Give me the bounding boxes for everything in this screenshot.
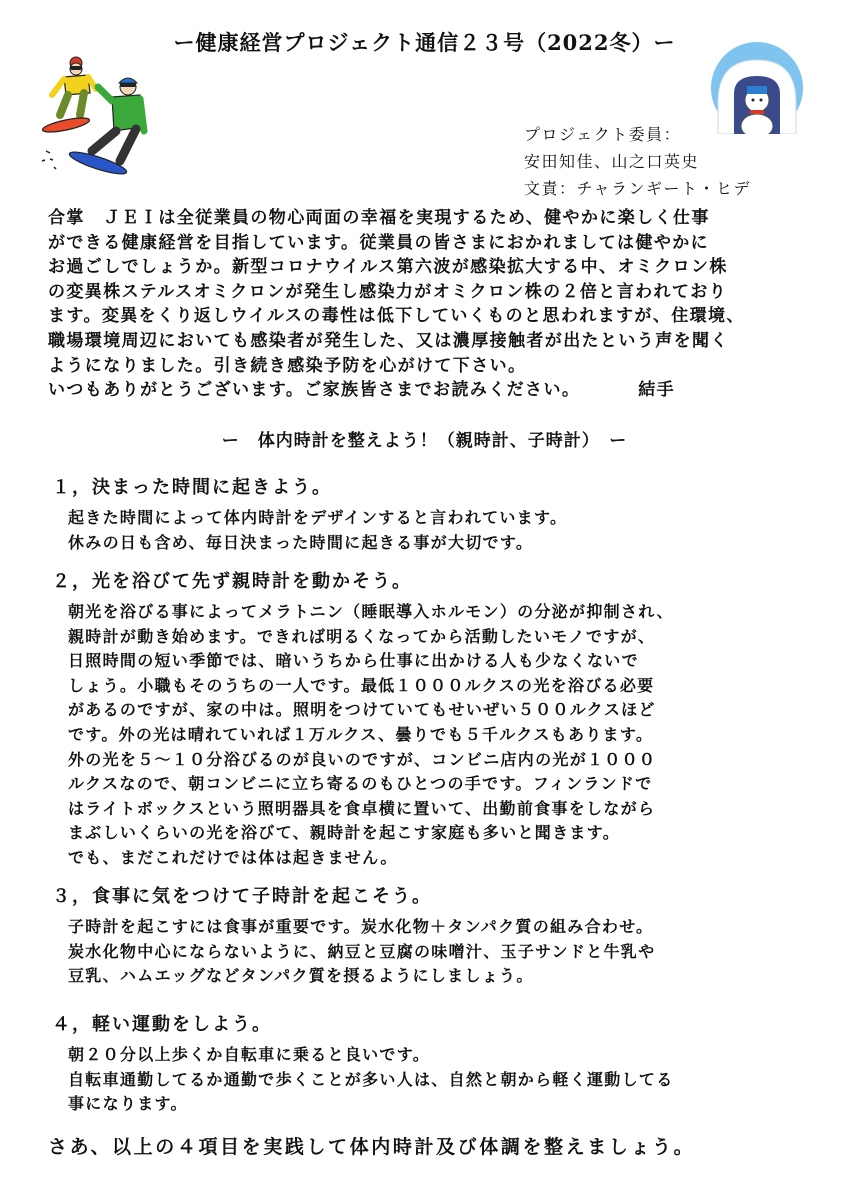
- section-line: ルクスなので、朝コンビニに立ち寄るのもひとつの手です。フィンランドで: [68, 774, 653, 794]
- closing-message: さあ、以上の４項目を実践して体内時計及び体調を整えましょう。: [48, 1136, 696, 1158]
- section-body: [68, 1043, 674, 1117]
- section-body: [68, 915, 655, 989]
- section-body: [68, 506, 567, 555]
- intro-line: いつもありがとうございます。ご家族皆さまでお読みください。: [48, 380, 581, 401]
- section-line: 休みの日も含め、毎日決まった時間に起きる事が大切です。: [68, 532, 534, 552]
- intro-line: ます。変異をくり返しウイルスの毒性は低下していくものと思われますが、住環境、: [48, 306, 745, 327]
- section-subtitle: ー 体内時計を整えよう！（親時計、子時計） ー: [221, 431, 628, 451]
- intro-line-last: [48, 378, 745, 403]
- section-line: しょう。小職もそのうちの一人です。最低１０００ルクスの光を浴びる必要: [68, 675, 655, 695]
- section-3: [52, 884, 655, 989]
- intro-sign: 結手: [638, 380, 676, 401]
- section-body: [68, 600, 674, 871]
- section-line: 自転車通勤してるか通勤で歩くことが多い人は、自然と朝から軽く運動してる: [68, 1069, 674, 1089]
- page-title: ー健康経営プロジェクト通信２３号（2022冬）ー: [173, 30, 676, 55]
- section-4: [52, 1012, 674, 1117]
- section-line: 日照時間の短い季節では、暗いうちから仕事に出かける人も少なくないで: [68, 651, 639, 671]
- intro-line: お過ごしでしょうか。新型コロナウイルス第六波が感染拡大する中、オミクロン株: [48, 257, 728, 278]
- snowboarders-illustration: [30, 55, 150, 183]
- section-line: 外の光を５～１０分浴びるのが良いのですが、コンビニ店内の光が１０００: [68, 749, 657, 769]
- section-1: [52, 475, 567, 555]
- section-line: です。外の光は晴れていれば１万ルクス、曇りでも５千ルクスもあります。: [68, 724, 654, 744]
- section-2: [52, 569, 674, 871]
- intro-line: ようになりました。引き続き感染予防を心がけて下さい。: [48, 355, 527, 376]
- section-line: 炭水化物中心にならないように、納豆と豆腐の味噌汁、玉子サンドと牛乳や: [68, 941, 656, 961]
- intro-line: の変異株ステルスオミクロンが発生し感染力がオミクロン株の２倍と言われており: [48, 281, 728, 302]
- section-heading: ４，軽い運動をしよう。: [52, 1014, 272, 1035]
- section-line: でも、まだこれだけでは体は起きません。: [68, 847, 398, 867]
- section-line: 事になります。: [68, 1094, 188, 1114]
- yellow-snowboarder: [41, 57, 96, 135]
- section-line: 子時計を起こすには食事が重要です。炭水化物＋タンパク質の組み合わせ。: [68, 917, 654, 936]
- intro-line: 合掌 ＪＥＩは全従業員の物心両面の幸福を実現するため、健やかに楽しく仕事: [48, 208, 710, 228]
- section-line: 親時計が動き始めます。できれば明るくなってから活動したいモノですが、: [68, 626, 656, 646]
- section-heading: ３，食事に気をつけて子時計を起こそう。: [52, 886, 432, 907]
- section-line: 朝光を浴びる事によってメラトニン（睡眠導入ホルモン）の分泌が抑制され、: [68, 602, 674, 621]
- section-line: はライトボックスという照明器具を食卓横に置いて、出勤前食事をしながら: [68, 798, 656, 818]
- members-label: プロジェクト委員：: [524, 125, 682, 144]
- section-line: まぶしいくらいの光を浴びて、親時計を起こす家庭も多いと聞きます。: [68, 823, 621, 843]
- section-line: 朝２０分以上歩くか自転車に乗ると良いです。: [68, 1045, 431, 1064]
- section-line: があるのですが、家の中は。照明をつけていてもせいぜい５００ルクスほど: [68, 700, 656, 720]
- intro-line: ができる健康経営を目指しています。従業員の皆さまにおかれましては健やかに: [48, 232, 710, 253]
- members-names: 安田知佳、山之口英史: [524, 152, 700, 171]
- section-heading: ２，光を浴びて先ず親時計を動かそう。: [52, 571, 412, 592]
- section-line: 起きた時間によって体内時計をデザインすると言われています。: [68, 508, 568, 527]
- intro-paragraph: [48, 206, 745, 403]
- section-line: 豆乳、ハムエッグなどタンパク質を摂るようにしましょう。: [68, 966, 534, 986]
- project-members: [524, 121, 751, 202]
- section-heading: １，決まった時間に起きよう。: [52, 477, 332, 498]
- members-author: 文責：チャランギート・ヒデ: [524, 179, 752, 198]
- intro-line: 職場環境周辺においても感染者が発生した、又は濃厚接触者が出たという声を聞く: [48, 330, 729, 351]
